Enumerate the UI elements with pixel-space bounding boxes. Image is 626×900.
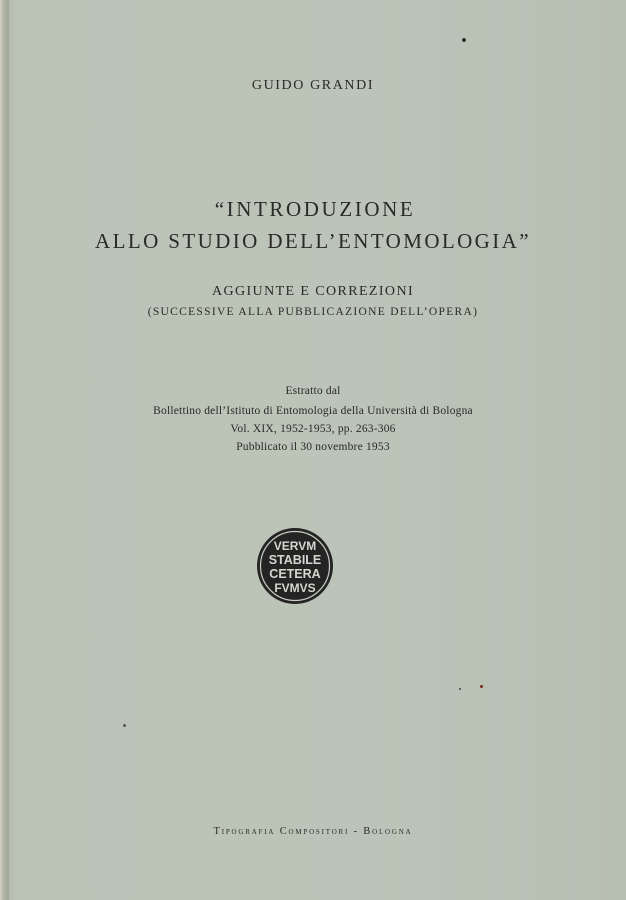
extract-line-4: Pubblicato il 30 novembre 1953: [236, 441, 390, 453]
ink-speck: [123, 724, 126, 727]
subtitle-line-1: AGGIUNTE E CORREZIONI: [211, 284, 415, 299]
seal-line-3: CETERA: [269, 567, 321, 581]
title-line-1: “INTRODUZIONE: [214, 197, 416, 221]
seal-line-4: FVMVS: [274, 581, 316, 595]
author-name: GUIDO GRANDI: [251, 78, 375, 93]
ink-speck: [459, 688, 461, 690]
seal-line-2: STABILE: [268, 553, 322, 567]
extract-line-1: Estratto dal: [285, 385, 341, 397]
ink-speck: [480, 685, 483, 688]
printer-imprint: Tipografia Compositori - Bologna: [213, 826, 413, 837]
extract-line-3: Vol. XIX, 1952-1953, pp. 263-306: [230, 423, 396, 435]
extract-line-2: Bollettino dell’Istituto di Entomologia della Università di Bologna: [153, 405, 473, 417]
title-line-2: ALLO STUDIO DELL’ENTOMOLOGIA”: [95, 229, 531, 253]
seal-line-1: VERVM: [273, 539, 317, 553]
publisher-seal-emblem: [255, 526, 335, 606]
subtitle-line-2: (SUCCESSIVE ALLA PUBBLICAZIONE DELL’OPERA): [147, 306, 479, 318]
ink-speck: [462, 38, 466, 42]
